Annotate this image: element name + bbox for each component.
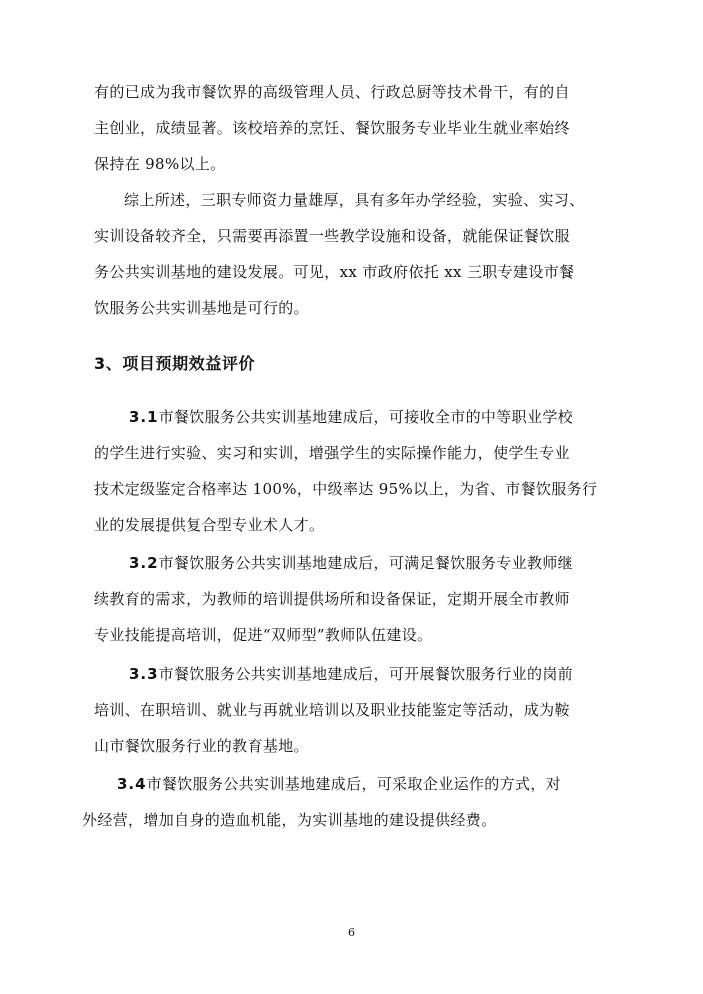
item-3-1-number: 3.1 <box>129 408 159 426</box>
item-3-2-line-1 <box>129 553 573 573</box>
item-3-1-line-4: 业的发展提供复合型专业术人才。 <box>94 516 325 534</box>
item-3-4-text: 市餐饮服务公共实训基地建成后，可采取企业运作的方式，对 <box>146 775 562 793</box>
paragraph-2-line-3: 务公共实训基地的建设发展。可见，xx 市政府依托 xx 三职专建设市餐 <box>94 263 575 281</box>
item-3-3-line-3: 山市餐饮服务行业的教育基地。 <box>94 737 309 755</box>
item-3-1-line-1 <box>129 407 573 427</box>
paragraph-2-line-4: 饮服务公共实训基地是可行的。 <box>94 299 309 317</box>
item-3-2-text: 市餐饮服务公共实训基地建成后，可满足餐饮服务专业教师继 <box>158 554 574 572</box>
item-3-2-line-2: 续教育的需求，为教师的培训提供场所和设备保证，定期开展全市教师 <box>94 590 570 608</box>
item-3-4-number: 3.4 <box>117 775 147 793</box>
item-3-1-line-3: 技术定级鉴定合格率达 100%，中级率达 95%以上，为省、市餐饮服务行 <box>94 480 598 498</box>
item-3-3-line-1 <box>129 664 573 684</box>
paragraph-2-line-2: 实训设备较齐全，只需要再添置一些教学设施和设备，就能保证餐饮服 <box>94 227 570 245</box>
section-heading: 3、项目预期效益评价 <box>94 354 256 373</box>
item-3-1-line-2: 的学生进行实验、实习和实训，增强学生的实际操作能力，使学生专业 <box>94 444 570 462</box>
item-3-3-number: 3.3 <box>129 665 159 683</box>
item-3-2-line-3: 专业技能提高培训，促进“双师型”教师队伍建设。 <box>94 626 433 644</box>
page-number: 6 <box>348 926 355 939</box>
item-3-1-text: 市餐饮服务公共实训基地建成后，可接收全市的中等职业学校 <box>158 408 574 426</box>
item-3-2-number: 3.2 <box>129 554 159 572</box>
paragraph-1-line-1: 有的已成为我市餐饮界的高级管理人员、行政总厨等技术骨干，有的自 <box>94 83 570 101</box>
paragraph-1-line-3: 保持在 98%以上。 <box>94 155 226 173</box>
item-3-4-line-2: 外经营，增加自身的造血机能，为实训基地的建设提供经费。 <box>82 811 497 829</box>
item-3-4-line-1 <box>117 774 561 794</box>
paragraph-2-line-1: 综上所述，三职专师资力量雄厚，具有多年办学经验，实验、实习、 <box>124 191 585 209</box>
item-3-3-text: 市餐饮服务公共实训基地建成后，可开展餐饮服务行业的岗前 <box>158 665 574 683</box>
item-3-3-line-2: 培训、在职培训、就业与再就业培训以及职业技能鉴定等活动，成为鞍 <box>94 701 570 719</box>
paragraph-1-line-2: 主创业，成绩显著。该校培养的烹饪、餐饮服务专业毕业生就业率始终 <box>94 119 570 137</box>
